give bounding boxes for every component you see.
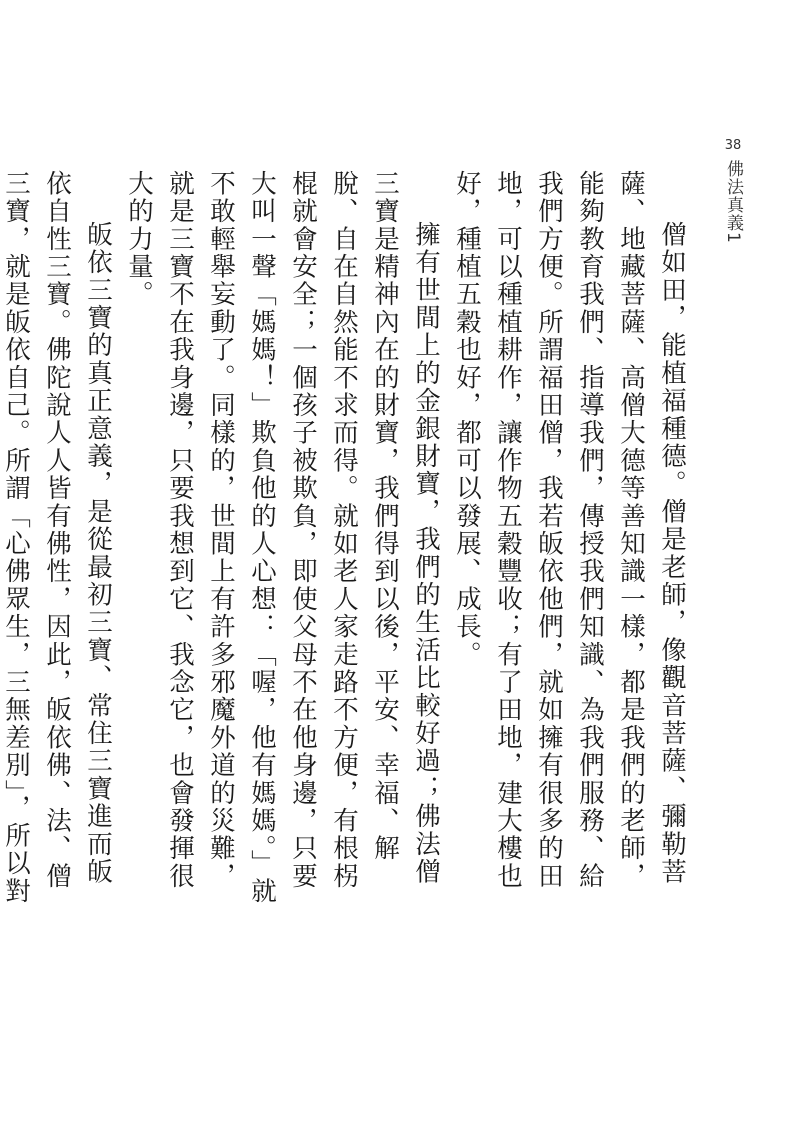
paragraph: 擁有世間上的金銀財寶，我們的生活比較好過；佛法僧三寶是精神內在的財寶，我們得到以後，平安、幸福、解脫、自在自然能不求而得。就如老人家走路不方便，有根柺棍就會安全；一個孩子被欺負，即使父母不在他身邊，只要大叫一聲「媽媽！」欺負他的人心想：「喔，他有媽媽。」就不敢輕舉妄動了。同樣的，世間上有許多邪魔外道的災難，就是三寶不在我身邊，只要我想到它、我念它，也會發揮很大的力量。 xyxy=(124,170,441,906)
body-text xyxy=(1,170,692,910)
paragraph: 僧如田，能植福種德。僧是老師，像觀音菩薩、彌勒菩薩、地藏菩薩、高僧大德等善知識一樣，都是我們的老師，能夠教育我們、指導我們，傳授我們知識、為我們服務、給我們方便。所謂福田僧，我若皈依他們，就如擁有很多的田地，可以種植耕作，讓作物五穀豐收；有了田地，建大樓也好，種植五穀也好，都可以發展、成長。 xyxy=(452,170,687,891)
page-number: 38 xyxy=(724,138,742,153)
book-title: 佛法真義1 xyxy=(723,160,743,244)
paragraph: 皈依三寶的真正意義，是從最初三寶、常住三寶進而皈依自性三寶。佛陀說人人皆有佛性，因此，皈依佛、法、僧三寶，就是皈依自己。所謂「心佛眾生，三無差別」，所以對 xyxy=(1,170,113,906)
running-header xyxy=(718,138,748,244)
